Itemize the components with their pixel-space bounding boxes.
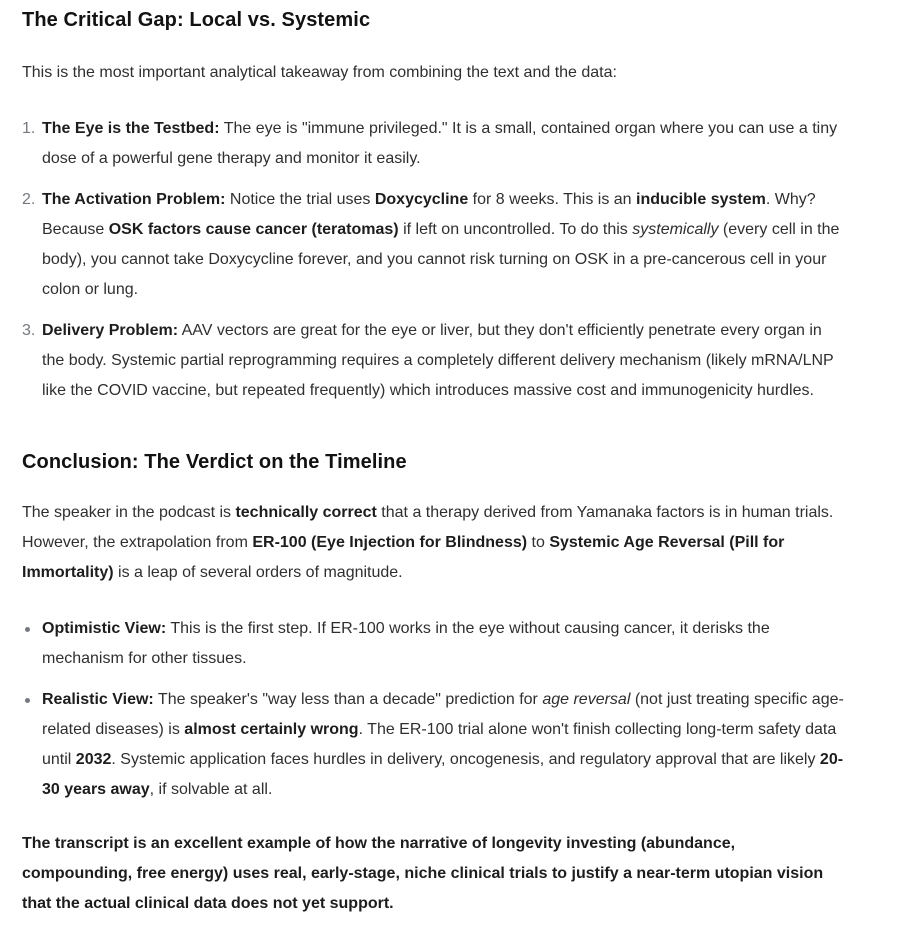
section-heading-critical-gap: The Critical Gap: Local vs. Systemic: [22, 9, 371, 31]
intro-paragraph: This is the most important analytical takeaway from combining the text and the data:: [22, 64, 617, 81]
list-item-optimistic-view: [22, 614, 848, 674]
list-number-marker: 3.: [22, 322, 36, 339]
section-heading-conclusion: Conclusion: The Verdict on the Timeline: [22, 451, 407, 473]
list-number-marker: 2.: [22, 191, 36, 208]
list-item-text: Delivery Problem: AAV vectors are great for the eye or liver, but they don't efficiently penetrate every organ in the body. Systemic partial reprogramming requires a completely different delivery mechanism (likely mRNA/LNP like the COVID vaccine, but repeated frequently) which introduces massive cost and immunogenicity hurdles.: [42, 322, 834, 399]
list-item-text: The Eye is the Testbed: The eye is "immune privileged." It is a small, contained organ where you can use a tiny dose of a powerful gene therapy and monitor it easily.: [42, 120, 838, 167]
list-item-text: Realistic View: The speaker's "way less than a decade" prediction for age reversal (not just treating specific age-related diseases) is almost certainly wrong. The ER-100 trial alone won't finish collecting long-term safety data until 2032. Systemic application faces hurdles in delivery, oncogenesis, and regulatory approval that are likely 20-30 years away, if solvable at all.: [42, 691, 844, 798]
list-item-delivery-problem: [22, 316, 848, 406]
bullet-list: [22, 614, 848, 805]
list-item-realistic-view: [22, 685, 848, 805]
list-item-eye-testbed: [22, 114, 848, 174]
list-item-activation-problem: [22, 185, 848, 305]
list-item-text: Optimistic View: This is the first step. If ER-100 works in the eye without causing cancer, it derisks the mechanism for other tissues.: [42, 620, 770, 667]
verdict-paragraph: The speaker in the podcast is technically correct that a therapy derived from Yamanaka factors is in human trials. However, the extrapolation from ER-100 (Eye Injection for Blindness) to Systemic Age Reversal (Pill for Immortality) is a leap of several orders of magnitude.: [22, 504, 834, 581]
bullet-icon: [25, 627, 30, 632]
closing-paragraph: The transcript is an excellent example of how the narrative of longevity investing (abundance, compounding, free energy) uses real, early-stage, niche clinical trials to justify a near-term utopian vision that the actual clinical data does not yet support.: [22, 835, 824, 912]
numbered-list: [22, 114, 848, 406]
list-item-text: The Activation Problem: Notice the trial uses Doxycycline for 8 weeks. This is an inducible system. Why? Because OSK factors cause cancer (teratomas) if left on uncontrolled. To do this systemically (every cell in the body), you cannot take Doxycycline forever, and you cannot risk turning on OSK in a pre-cancerous cell in your colon or lung.: [42, 191, 840, 298]
list-number-marker: 1.: [22, 120, 36, 137]
bullet-icon: [25, 698, 30, 703]
